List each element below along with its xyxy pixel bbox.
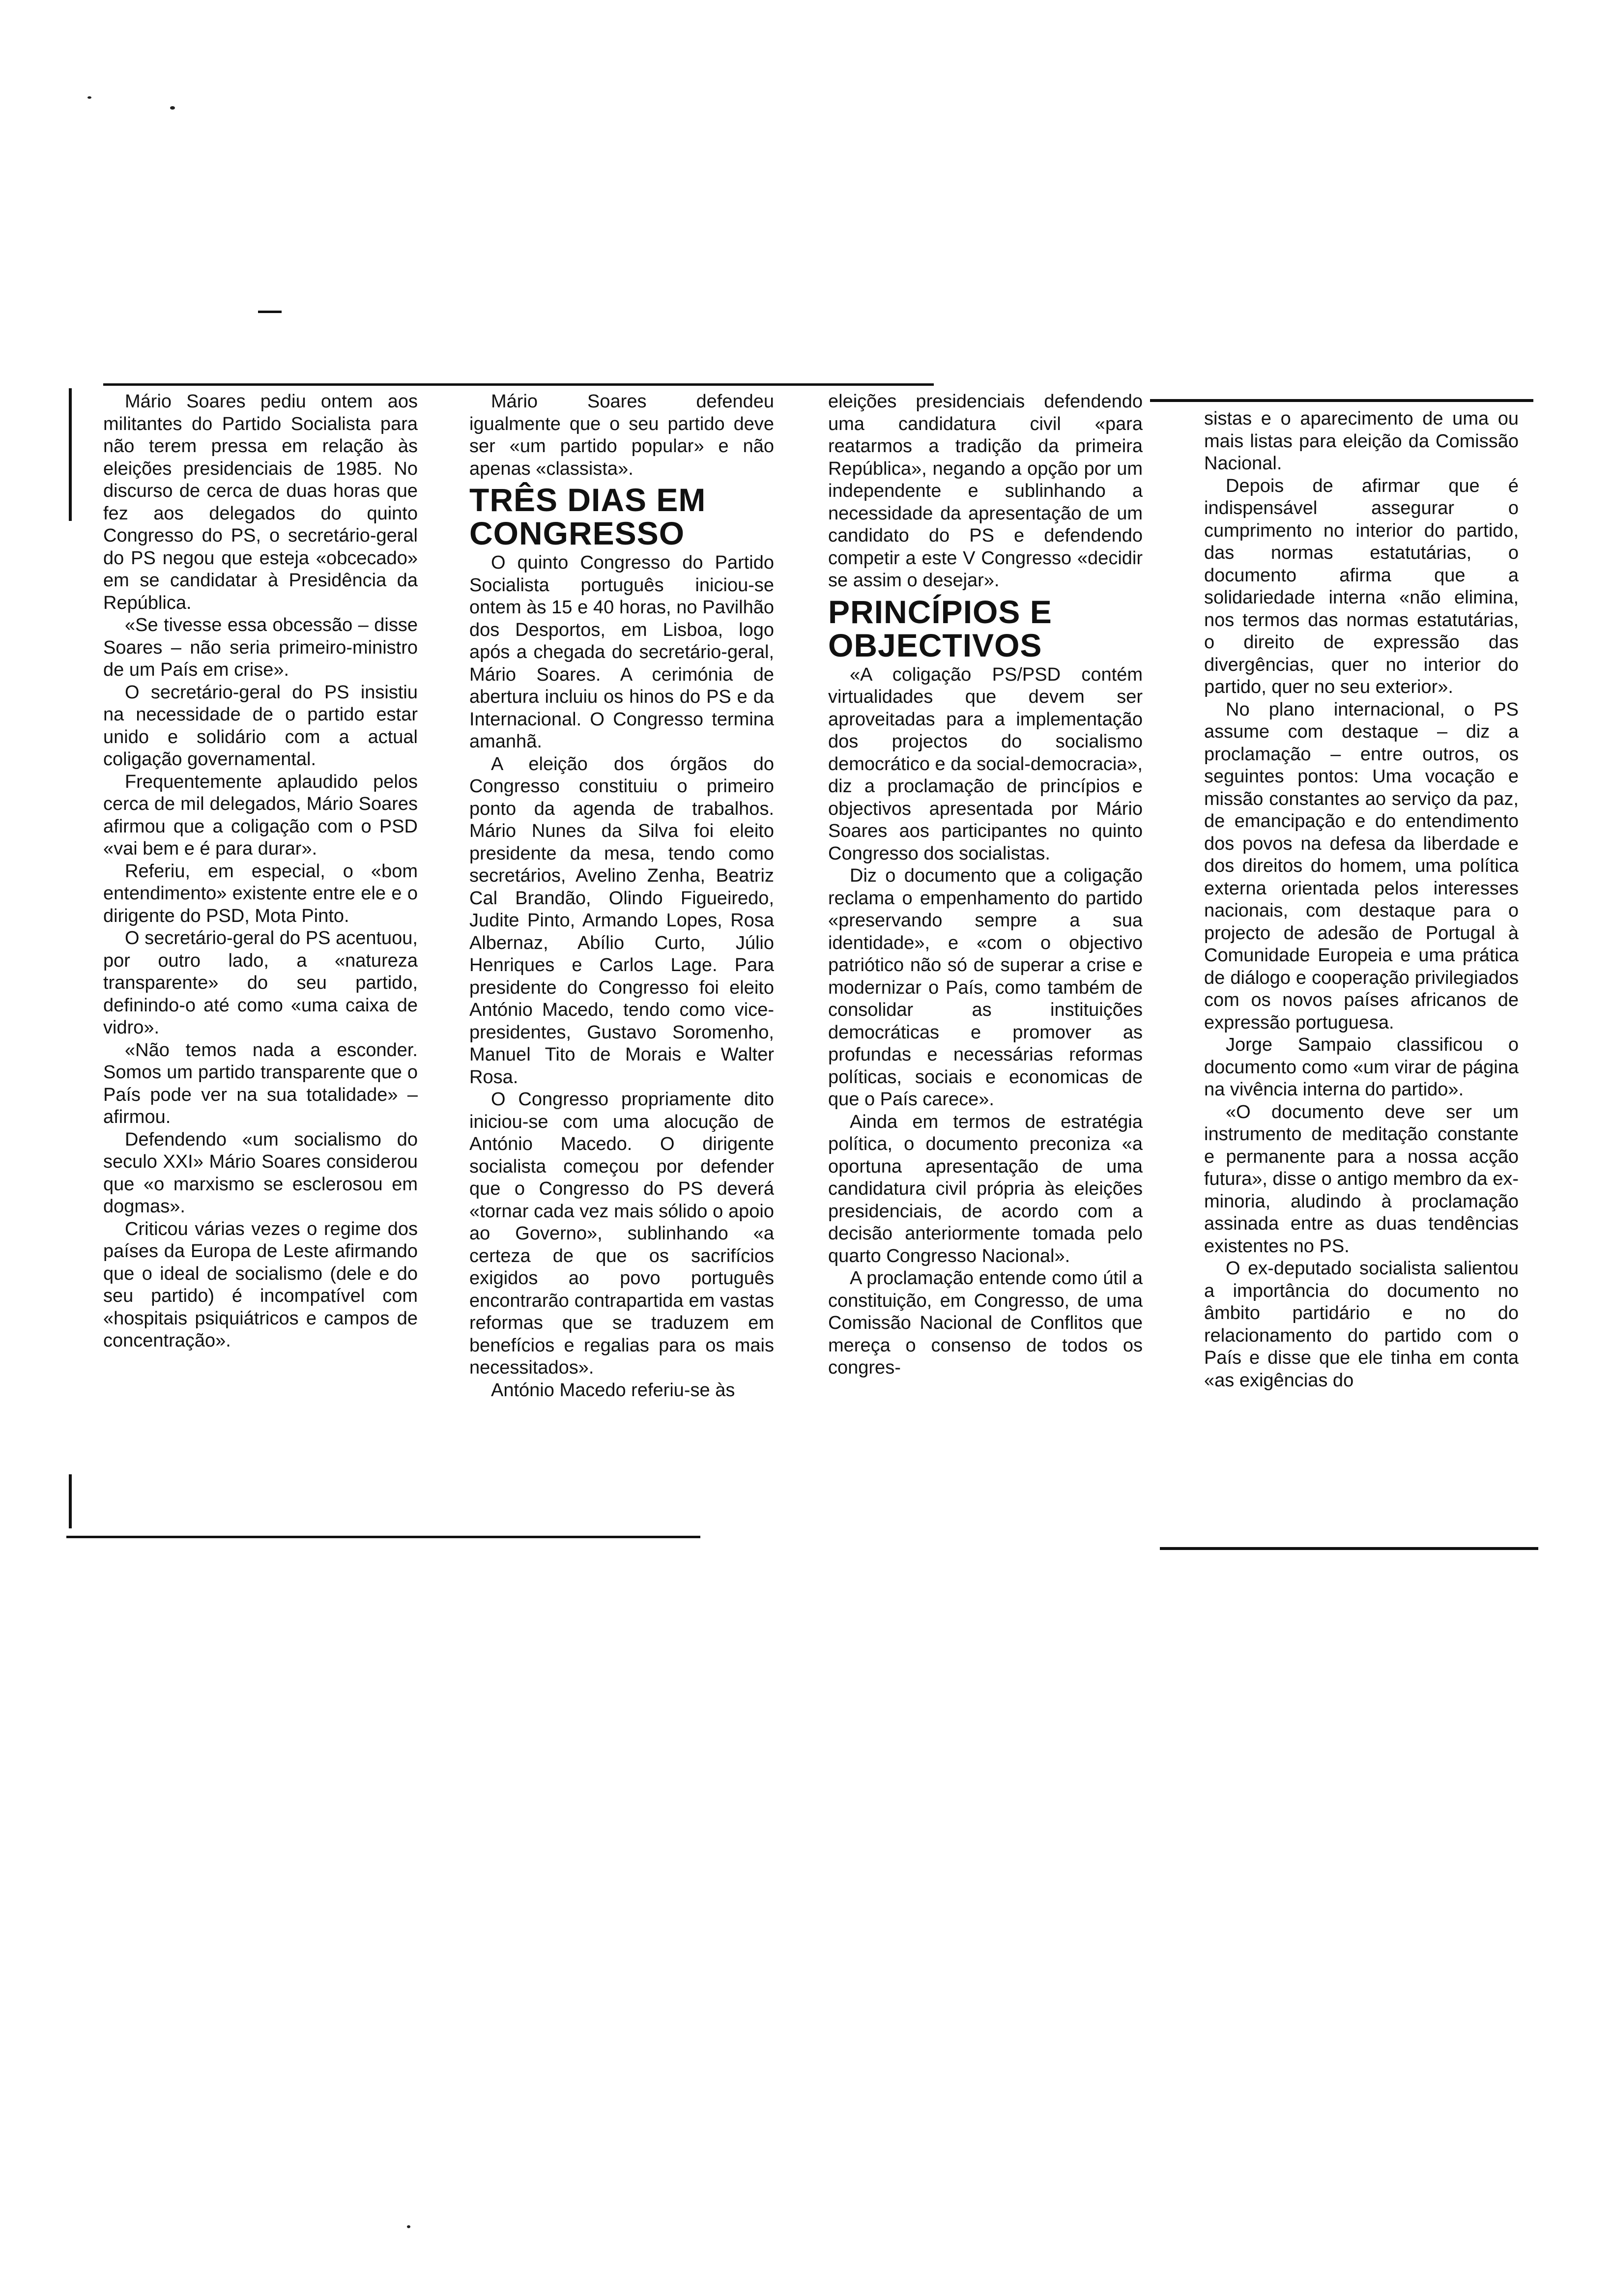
paragraph: O secretário-geral do PS insistiu na necessidade de o partido estar unido e solidário com a actual coligação governamental. (103, 682, 418, 770)
paragraph: O Congresso propriamente dito iniciou-se com uma alocução de António Macedo. O dirigente socialista começou por defender que o Congresso do PS deverá «tornar cada vez mais sólido o apoio ao Governo», sublinhando «a certeza de que os sacrifícios exigidos ao povo português encontrarão contrapartida em vastas reformas que se traduzem em benefícios e regalias para os mais necessitados». (469, 1089, 774, 1378)
scan-speck (170, 106, 175, 110)
scan-speck (407, 2225, 410, 2228)
paragraph: «Se tivesse essa obcessão – disse Soares – não seria primeiro-ministro de um País em crise». (103, 615, 418, 680)
bottom-rule (66, 1536, 700, 1538)
paragraph: Defendendo «um socialismo do seculo XXI» Mário Soares considerou que «o marxismo se esclerosou em dogmas». (103, 1129, 418, 1217)
paragraph: «O documento deve ser um instrumento de meditação constante e permanente para a nossa acção futura», disse o antigo membro da ex-minoria, aludindo à proclamação assinada entre as duas tendências existentes no PS. (1204, 1101, 1519, 1257)
column-2 (469, 391, 774, 1402)
paragraph: Frequentemente aplaudido pelos cerca de mil delegados, Mário Soares afirmou que a coligação com o PSD «vai bem e é para durar». (103, 771, 418, 859)
column-3 (828, 391, 1143, 1379)
top-rule-right (1150, 399, 1533, 402)
paragraph: Mário Soares defendeu igualmente que o seu partido deve ser «um partido popular» e não apenas «classista». (469, 391, 774, 479)
dash-mark (258, 311, 282, 313)
paragraph: No plano internacional, o PS assume com destaque – diz a proclamação – entre outros, os seguintes pontos: Uma vocação e missão constantes ao serviço da paz, de emancipação e do entendimento dos povos na defesa da liberdade e dos direitos do homem, uma política externa orientada pelos interesses nacionais, com destaque para o projecto de adesão de Portugal à Comunidade Europeia e uma prática de diálogo e cooperação privilegiados com os novos países africanos de expressão portuguesa. (1204, 699, 1519, 1033)
left-border (69, 1474, 72, 1528)
paragraph: Jorge Sampaio classificou o documento como «um virar de página na vivência interna do partido». (1204, 1034, 1519, 1100)
paragraph: Ainda em termos de estratégia política, o documento preconiza «a oportuna apresentação de uma candidatura civil própria às eleições presidenciais, de acordo com a decisão anteriormente tomada pelo quarto Congresso Nacional». (828, 1111, 1143, 1266)
paragraph: Mário Soares pediu ontem aos militantes do Partido Socialista para não terem pressa em relação às eleições presidenciais de 1985. No discurso de cerca de duas horas que fez aos delegados do quinto Congresso do PS, o secretário-geral do PS negou que esteja «obcecado» em se candidatar à Presidência da República. (103, 391, 418, 613)
paragraph: O ex-deputado socialista salientou a importância do documento no âmbito partidário e no do relacionamento do partido com o País e disse que ele tinha em conta «as exigências do (1204, 1258, 1519, 1391)
paragraph: Referiu, em especial, o «bom entendimento» existente entre ele e o dirigente do PSD, Mota Pinto. (103, 861, 418, 926)
paragraph: O quinto Congresso do Partido Socialista português iniciou-se ontem às 15 e 40 horas, no Pavilhão dos Desportos, em Lisboa, logo após a chegada do secretário-geral, Mário Soares. A cerimónia de abertura incluiu os hinos do PS e da Internacional. O Congresso termina amanhã. (469, 552, 774, 752)
section-heading: PRINCÍPIOS E OBJECTIVOS (828, 593, 1052, 663)
bottom-rule-right (1160, 1547, 1538, 1550)
paragraph: eleições presidenciais defendendo uma candidatura civil «para reatarmos a tradição da primeira República», negando a opção por um independente e sublinhando a necessidade da apresentação de um candidato do PS e defendendo competir a este V Congresso «decidir se assim o desejar». (828, 391, 1143, 591)
top-rule (103, 383, 934, 386)
scan-speck (87, 96, 91, 99)
paragraph: Criticou várias vezes o regime dos países da Europa de Leste afirmando que o ideal de socialismo (dele e do seu partido) é incompatível com «hospitais psiquiátricos e campos de concentração». (103, 1218, 418, 1351)
column-1 (103, 391, 418, 1352)
paragraph: «A coligação PS/PSD contém virtualidades que devem ser aproveitadas para a implementação dos projectos do socialismo democrático e da social-democracia», diz a proclamação de princípios e objectivos apresentada por Mário Soares aos participantes no quinto Congresso dos socialistas. (828, 664, 1143, 864)
paragraph: «Não temos nada a esconder. Somos um partido transparente que o País pode ver na sua totalidade» – afirmou. (103, 1039, 418, 1127)
paragraph: Diz o documento que a coligação reclama o empenhamento do partido «preservando sempre a sua identidade», e «com o objectivo patriótico não só de superar a crise e modernizar o País, como também de consolidar as instituições democráticas e promover as profundas e necessárias reformas políticas, sociais e economicas de que o País carece». (828, 865, 1143, 1110)
paragraph: Depois de afirmar que é indispensável assegurar o cumprimento no interior do partido, das normas estatutárias, o documento afirma que a solidariedade interna «não elimina, nos termos das normas estatutárias, o direito de expressão das divergências, quer no interior do partido, quer no seu exterior». (1204, 475, 1519, 697)
section-heading: TRÊS DIAS EM CONGRESSO (469, 482, 706, 551)
paragraph: A proclamação entende como útil a constituição, em Congresso, de uma Comissão Nacional de Conflitos que mereça o consenso de todos os congres- (828, 1268, 1143, 1378)
paragraph: sistas e o aparecimento de uma ou mais listas para eleição da Comissão Nacional. (1204, 408, 1519, 474)
paragraph: António Macedo referiu-se às (491, 1379, 735, 1401)
column-4 (1204, 408, 1519, 1392)
left-border (69, 388, 72, 521)
paragraph: O secretário-geral do PS acentuou, por outro lado, a «natureza transparente» do seu partido, definindo-o até como «uma caixa de vidro». (103, 928, 418, 1038)
paragraph: A eleição dos órgãos do Congresso constituiu o primeiro ponto da agenda de trabalhos. Mário Nunes da Silva foi eleito presidente da mesa, tendo como secretários, Avelino Zenha, Beatriz Cal Brandão, Olindo Figueiredo, Judite Pinto, Armando Lopes, Rosa Albernaz, Abílio Curto, Júlio Henriques e Carlos Lage. Para presidente do Congresso foi eleito António Macedo, tendo como vice-presidentes, Gustavo Soromenho, Manuel Tito de Morais e Walter Rosa. (469, 753, 774, 1088)
